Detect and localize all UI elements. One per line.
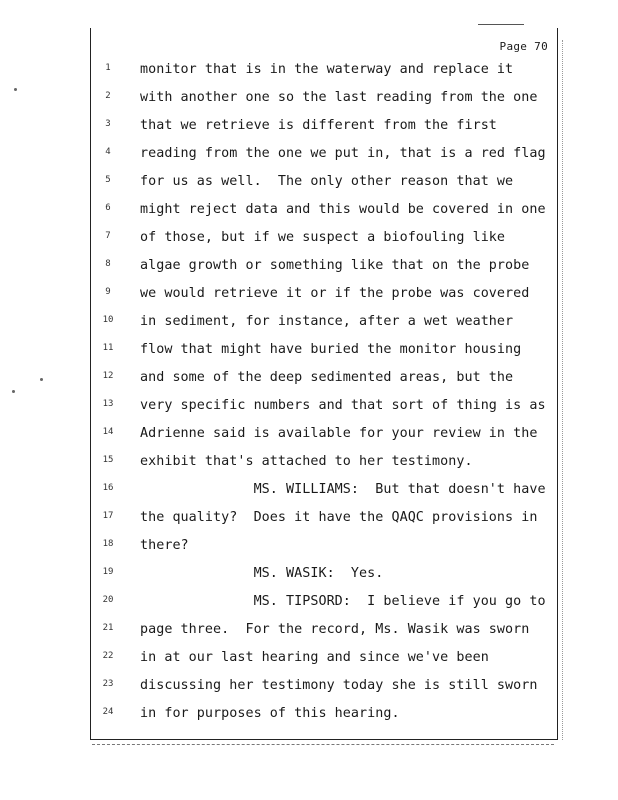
line-number: 11 (102, 343, 114, 353)
line-text: with another one so the last reading from the one (140, 90, 538, 105)
transcript-line (100, 705, 556, 725)
line-text: flow that might have buried the monitor housing (140, 342, 522, 357)
transcript-line (100, 565, 556, 585)
line-number: 20 (102, 595, 114, 605)
line-number: 18 (102, 539, 114, 549)
transcript-line (100, 593, 556, 613)
transcript-line (100, 145, 556, 165)
line-text: and some of the deep sedimented areas, but the (140, 370, 514, 385)
transcript-line (100, 369, 556, 389)
scan-speck (14, 88, 17, 91)
line-number: 1 (105, 63, 111, 73)
transcript-line (100, 89, 556, 109)
line-number: 8 (105, 259, 111, 269)
line-text: discussing her testimony today she is still sworn (140, 678, 538, 693)
line-text: there? (140, 538, 189, 553)
transcript-line (100, 453, 556, 473)
transcript-line (100, 509, 556, 529)
line-number: 10 (102, 315, 114, 325)
line-text: in for purposes of this hearing. (140, 706, 400, 721)
transcript-line (100, 61, 556, 81)
line-number: 9 (105, 287, 111, 297)
line-text: that we retrieve is different from the first (140, 118, 497, 133)
transcript-line (100, 285, 556, 305)
line-text: we would retrieve it or if the probe was covered (140, 286, 530, 301)
line-number: 4 (105, 147, 111, 157)
line-number: 19 (102, 567, 114, 577)
line-text: for us as well. The only other reason that we (140, 174, 514, 189)
line-text: in at our last hearing and since we've been (140, 650, 489, 665)
line-number: 13 (102, 399, 114, 409)
scan-artifact-right-edge (562, 40, 563, 740)
line-number: 2 (105, 91, 111, 101)
transcript-line (100, 481, 556, 501)
scan-speck (12, 390, 15, 393)
transcript-line (100, 173, 556, 193)
line-number: 5 (105, 175, 111, 185)
transcript-line (100, 341, 556, 361)
line-text: exhibit that's attached to her testimony. (140, 454, 473, 469)
scan-artifact-top (478, 24, 524, 25)
line-text: might reject data and this would be covered in one (140, 202, 546, 217)
line-text: in sediment, for instance, after a wet weather (140, 314, 514, 329)
line-text: algae growth or something like that on the probe (140, 258, 530, 273)
transcript-line (100, 201, 556, 221)
line-number: 22 (102, 651, 114, 661)
line-text: reading from the one we put in, that is a red flag (140, 146, 546, 161)
line-number: 15 (102, 455, 114, 465)
line-number: 7 (105, 231, 111, 241)
line-text: MS. WASIK: Yes. (140, 566, 384, 581)
line-number: 17 (102, 511, 114, 521)
line-number: 24 (102, 707, 114, 717)
line-text: page three. For the record, Ms. Wasik was sworn (140, 622, 530, 637)
page-number: Page 70 (499, 40, 548, 53)
transcript-line (100, 257, 556, 277)
line-text: MS. TIPSORD: I believe if you go to (140, 594, 546, 609)
transcript-line (100, 649, 556, 669)
transcript-line (100, 229, 556, 249)
transcript-line (100, 117, 556, 137)
transcript-line (100, 677, 556, 697)
line-text: monitor that is in the waterway and replace it (140, 62, 514, 77)
line-number: 6 (105, 203, 111, 213)
transcript-line (100, 397, 556, 417)
line-number: 23 (102, 679, 114, 689)
transcript-line (100, 425, 556, 445)
line-text: the quality? Does it have the QAQC provisions in (140, 510, 538, 525)
line-text: Adrienne said is available for your review in the (140, 426, 538, 441)
transcript-line (100, 621, 556, 641)
line-number: 12 (102, 371, 114, 381)
line-number: 21 (102, 623, 114, 633)
transcript-line (100, 537, 556, 557)
line-text: MS. WILLIAMS: But that doesn't have (140, 482, 546, 497)
scan-artifact-bottom (92, 744, 554, 745)
line-text: very specific numbers and that sort of thing is as (140, 398, 546, 413)
line-number: 16 (102, 483, 114, 493)
line-text: of those, but if we suspect a biofouling like (140, 230, 506, 245)
transcript-line (100, 313, 556, 333)
scan-speck (40, 378, 43, 381)
line-number: 14 (102, 427, 114, 437)
line-number: 3 (105, 119, 111, 129)
